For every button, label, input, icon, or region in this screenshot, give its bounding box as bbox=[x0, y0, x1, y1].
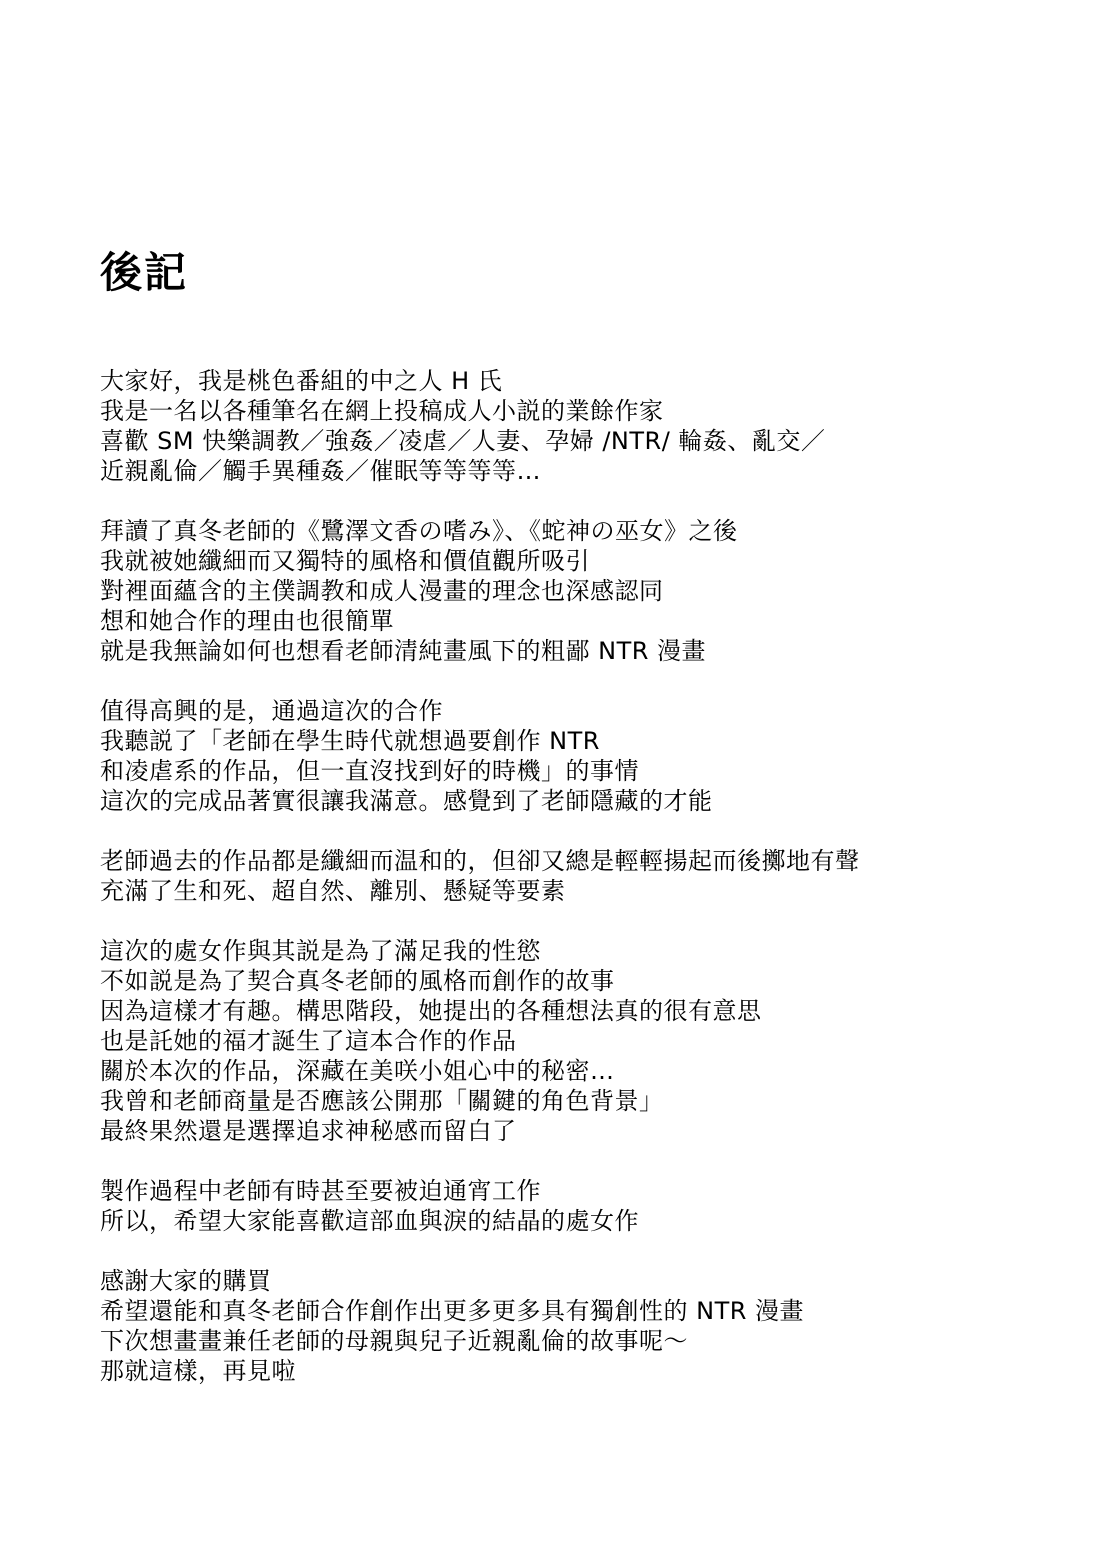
page-title: 後記 bbox=[100, 248, 189, 297]
paragraph-past-works bbox=[100, 846, 1070, 906]
text-line: 下次想畫畫兼任老師的母親與兒子近親亂倫的故事呢～ bbox=[100, 1327, 688, 1355]
text-line: 那就這樣，再見啦 bbox=[100, 1357, 296, 1385]
text-line: 這次的完成品著實很讓我滿意。感覺到了老師隱藏的才能 bbox=[100, 787, 713, 815]
text-line: 製作過程中老師有時甚至要被迫通宵工作 bbox=[100, 1177, 541, 1205]
text-line: 所以，希望大家能喜歡這部血與淚的結晶的處女作 bbox=[100, 1207, 639, 1235]
text-line: 希望還能和真冬老師合作創作出更多更多具有獨創性的 NTR 漫畫 bbox=[100, 1297, 805, 1325]
text-line: 喜歡 SM 快樂調教／強姦／凌虐／人妻、孕婦 /NTR/ 輪姦、亂交／ bbox=[100, 427, 826, 455]
paragraph-reading bbox=[100, 516, 1070, 666]
text-line: 拜讀了真冬老師的《鷺澤文香の嗜み》、《蛇神の巫女》之後 bbox=[100, 517, 738, 545]
text-line: 我聽説了「老師在學生時代就想過要創作 NTR bbox=[100, 727, 600, 755]
page-content bbox=[100, 250, 1070, 1416]
paragraph-intro bbox=[100, 366, 1070, 486]
text-line: 也是託她的福才誕生了這本合作的作品 bbox=[100, 1027, 517, 1055]
text-line: 不如説是為了契合真冬老師的風格而創作的故事 bbox=[100, 967, 615, 995]
text-line: 想和她合作的理由也很簡單 bbox=[100, 607, 394, 635]
text-line: 值得高興的是，通過這次的合作 bbox=[100, 697, 443, 725]
text-line: 我就被她纖細而又獨特的風格和價值觀所吸引 bbox=[100, 547, 590, 575]
paragraph-production bbox=[100, 1176, 1070, 1236]
text-line: 關於本次的作品，深藏在美咲小姐心中的秘密… bbox=[100, 1057, 615, 1085]
text-line: 大家好，我是桃色番組的中之人 H 氏 bbox=[100, 367, 503, 395]
paragraph-debut-work bbox=[100, 936, 1070, 1146]
paragraph-collaboration bbox=[100, 696, 1070, 816]
text-line: 就是我無論如何也想看老師清純畫風下的粗鄙 NTR 漫畫 bbox=[100, 637, 707, 665]
text-line: 最終果然還是選擇追求神秘感而留白了 bbox=[100, 1117, 517, 1145]
text-line: 我是一名以各種筆名在網上投稿成人小説的業餘作家 bbox=[100, 397, 664, 425]
text-line: 和凌虐系的作品，但一直沒找到好的時機」的事情 bbox=[100, 757, 639, 785]
text-line: 近親亂倫／觸手異種姦／催眠等等等等… bbox=[100, 457, 541, 485]
text-line: 這次的處女作與其説是為了滿足我的性慾 bbox=[100, 937, 541, 965]
text-line: 老師過去的作品都是纖細而温和的，但卻又總是輕輕揚起而後擲地有聲 bbox=[100, 847, 860, 875]
text-line: 充滿了生和死、超自然、離別、懸疑等要素 bbox=[100, 877, 566, 905]
text-line: 感謝大家的購買 bbox=[100, 1267, 272, 1295]
text-line: 我曾和老師商量是否應該公開那「關鍵的角色背景」 bbox=[100, 1087, 664, 1115]
paragraph-thanks bbox=[100, 1266, 1070, 1386]
text-line: 因為這樣才有趣。構思階段，她提出的各種想法真的很有意思 bbox=[100, 997, 762, 1025]
text-line: 對裡面蘊含的主僕調教和成人漫畫的理念也深感認同 bbox=[100, 577, 664, 605]
